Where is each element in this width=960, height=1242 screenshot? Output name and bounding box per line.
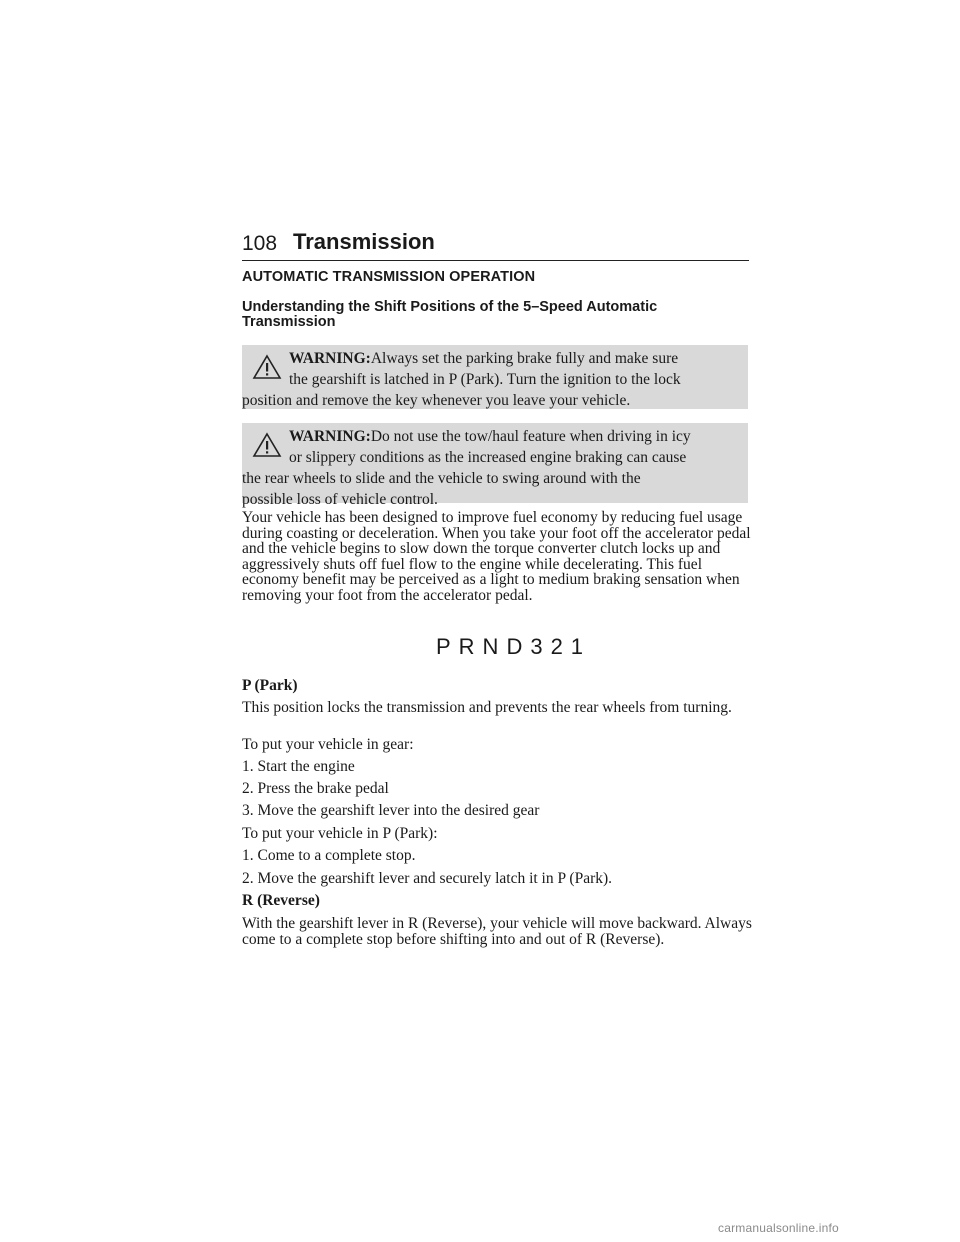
page-number: 108 <box>242 232 278 255</box>
warning-text-line: Always set the parking brake fully and make sure <box>370 350 679 367</box>
reverse-description: With the gearshift lever in R (Reverse), your vehicle will move backward. Always come to a complete stop before shifting into and out of R (Reverse). <box>242 915 752 948</box>
list-item: 2. Move the gearshift lever and securely latch it in P (Park). <box>242 870 613 887</box>
intro-paragraph: Your vehicle has been designed to improve fuel economy by reducing fuel usage during coasting or deceleration. When you take your foot off the accelerator pedal and the vehicle begins to slow down the torque converter clutch locks up and aggressively shuts off fuel flow to the engine while decelerating. This fuel economy benefit may be perceived as a light to medium braking sensation when removing your foot from the accelerator pedal. <box>242 509 751 604</box>
park-heading: P (Park) <box>242 677 298 694</box>
gear-position-graphic: PRND321 <box>436 634 592 659</box>
warning-box-parking <box>242 345 748 409</box>
warning-text-line: the rear wheels to slide and the vehicle to swing around with the <box>242 470 641 487</box>
gear-intro: To put your vehicle in gear: <box>242 736 414 753</box>
list-item: 1. Start the engine <box>242 758 355 775</box>
subsection-title: Understanding the Shift Positions of the 5–Speed Automatic Transmission <box>242 299 658 330</box>
list-item: 3. Move the gearshift lever into the desired gear <box>242 802 540 819</box>
warning-text-line: possible loss of vehicle control. <box>242 491 438 508</box>
warning-text-line: the gearshift is latched in P (Park). Turn the ignition to the lock <box>289 371 681 388</box>
warning-text-line: or slippery conditions as the increased engine braking can cause <box>289 449 687 466</box>
warning-text-line: position and remove the key whenever you leave your vehicle. <box>242 392 631 409</box>
warning-icon <box>252 432 282 458</box>
section-title: AUTOMATIC TRANSMISSION OPERATION <box>242 269 536 285</box>
warning-label: WARNING: <box>289 350 371 367</box>
page-header <box>242 228 749 261</box>
warning-label: WARNING: <box>289 428 371 445</box>
page-title: Transmission <box>293 229 435 254</box>
list-item: 1. Come to a complete stop. <box>242 847 416 864</box>
warning-icon <box>252 354 282 380</box>
park-intro: To put your vehicle in P (Park): <box>242 825 438 842</box>
warning-box-tow-haul <box>242 423 748 508</box>
reverse-heading: R (Reverse) <box>242 892 320 909</box>
list-item: 2. Press the brake pedal <box>242 780 389 797</box>
warning-text-line: Do not use the tow/haul feature when driving in icy <box>370 428 691 445</box>
park-description: This position locks the transmission and prevents the rear wheels from turning. <box>242 699 732 716</box>
watermark: carmanualsonline.info <box>718 1221 839 1235</box>
